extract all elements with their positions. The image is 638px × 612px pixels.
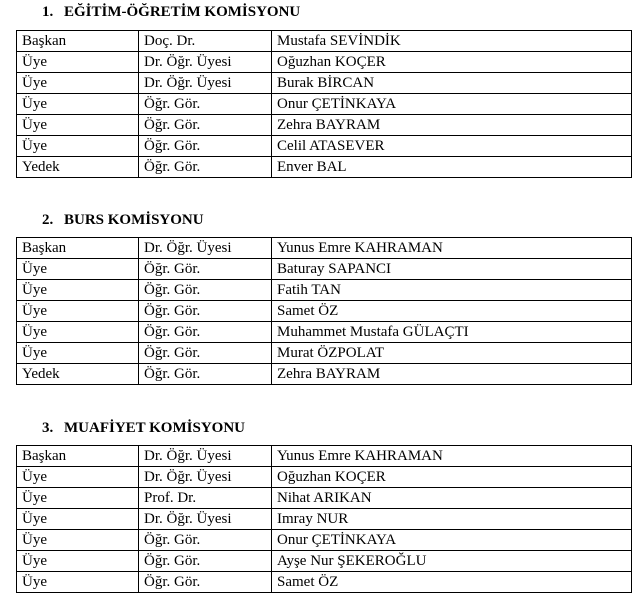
role-cell: Üye	[17, 572, 139, 593]
title-cell: Öğr. Gör.	[139, 94, 272, 115]
section-heading	[42, 419, 245, 437]
name-cell: Celil ATASEVER	[272, 136, 632, 157]
title-cell: Öğr. Gör.	[139, 259, 272, 280]
name-cell: Mustafa SEVİNDİK	[272, 31, 632, 52]
role-cell: Üye	[17, 94, 139, 115]
table-row	[17, 136, 632, 157]
table-row	[17, 301, 632, 322]
table-row	[17, 52, 632, 73]
table-row	[17, 322, 632, 343]
table-row	[17, 343, 632, 364]
table-row	[17, 446, 632, 467]
title-cell: Öğr. Gör.	[139, 551, 272, 572]
table-row	[17, 280, 632, 301]
table-row	[17, 73, 632, 94]
title-cell: Dr. Öğr. Üyesi	[139, 238, 272, 259]
committee-table	[16, 30, 632, 178]
table-row	[17, 157, 632, 178]
table-row	[17, 259, 632, 280]
role-cell: Üye	[17, 115, 139, 136]
section-number: 2.	[42, 212, 54, 228]
name-cell: Nihat ARIKAN	[272, 488, 632, 509]
role-cell: Üye	[17, 467, 139, 488]
table-row	[17, 115, 632, 136]
title-cell: Dr. Öğr. Üyesi	[139, 467, 272, 488]
title-cell: Öğr. Gör.	[139, 136, 272, 157]
committee-table	[16, 237, 632, 385]
role-cell: Üye	[17, 509, 139, 530]
table-row	[17, 572, 632, 593]
role-cell: Üye	[17, 52, 139, 73]
name-cell: Zehra BAYRAM	[272, 115, 632, 136]
name-cell: Oğuzhan KOÇER	[272, 467, 632, 488]
title-cell: Öğr. Gör.	[139, 115, 272, 136]
role-cell: Üye	[17, 136, 139, 157]
role-cell: Başkan	[17, 238, 139, 259]
section-title: EĞİTİM-ÖĞRETİM KOMİSYONU	[64, 4, 301, 20]
role-cell: Başkan	[17, 446, 139, 467]
section-title: BURS KOMİSYONU	[64, 212, 204, 228]
title-cell: Prof. Dr.	[139, 488, 272, 509]
name-cell: Imray NUR	[272, 509, 632, 530]
name-cell: Yunus Emre KAHRAMAN	[272, 446, 632, 467]
role-cell: Üye	[17, 280, 139, 301]
name-cell: Murat ÖZPOLAT	[272, 343, 632, 364]
role-cell: Üye	[17, 530, 139, 551]
name-cell: Onur ÇETİNKAYA	[272, 94, 632, 115]
role-cell: Üye	[17, 343, 139, 364]
title-cell: Öğr. Gör.	[139, 301, 272, 322]
section-heading	[42, 3, 300, 21]
title-cell: Öğr. Gör.	[139, 157, 272, 178]
table-row	[17, 509, 632, 530]
table-row	[17, 551, 632, 572]
name-cell: Zehra BAYRAM	[272, 364, 632, 385]
role-cell: Üye	[17, 551, 139, 572]
table-row	[17, 488, 632, 509]
role-cell: Üye	[17, 73, 139, 94]
title-cell: Öğr. Gör.	[139, 322, 272, 343]
title-cell: Doç. Dr.	[139, 31, 272, 52]
name-cell: Samet ÖZ	[272, 301, 632, 322]
table-row	[17, 31, 632, 52]
title-cell: Öğr. Gör.	[139, 280, 272, 301]
table-row	[17, 467, 632, 488]
role-cell: Yedek	[17, 364, 139, 385]
table-row	[17, 364, 632, 385]
role-cell: Üye	[17, 322, 139, 343]
title-cell: Öğr. Gör.	[139, 572, 272, 593]
table-row	[17, 238, 632, 259]
name-cell: Fatih TAN	[272, 280, 632, 301]
role-cell: Üye	[17, 301, 139, 322]
name-cell: Baturay SAPANCI	[272, 259, 632, 280]
name-cell: Oğuzhan KOÇER	[272, 52, 632, 73]
title-cell: Öğr. Gör.	[139, 530, 272, 551]
table-row	[17, 94, 632, 115]
name-cell: Burak BİRCAN	[272, 73, 632, 94]
name-cell: Muhammet Mustafa GÜLAÇTI	[272, 322, 632, 343]
name-cell: Yunus Emre KAHRAMAN	[272, 238, 632, 259]
section-title: MUAFİYET KOMİSYONU	[64, 420, 245, 436]
name-cell: Enver BAL	[272, 157, 632, 178]
title-cell: Dr. Öğr. Üyesi	[139, 446, 272, 467]
section-number: 1.	[42, 4, 54, 20]
title-cell: Dr. Öğr. Üyesi	[139, 509, 272, 530]
role-cell: Üye	[17, 259, 139, 280]
name-cell: Ayşe Nur ŞEKEROĞLU	[272, 551, 632, 572]
section-heading	[42, 211, 204, 229]
role-cell: Yedek	[17, 157, 139, 178]
title-cell: Dr. Öğr. Üyesi	[139, 52, 272, 73]
name-cell: Onur ÇETİNKAYA	[272, 530, 632, 551]
role-cell: Başkan	[17, 31, 139, 52]
table-row	[17, 530, 632, 551]
title-cell: Öğr. Gör.	[139, 364, 272, 385]
title-cell: Öğr. Gör.	[139, 343, 272, 364]
name-cell: Samet ÖZ	[272, 572, 632, 593]
section-number: 3.	[42, 420, 54, 436]
title-cell: Dr. Öğr. Üyesi	[139, 73, 272, 94]
committee-table	[16, 445, 632, 593]
role-cell: Üye	[17, 488, 139, 509]
